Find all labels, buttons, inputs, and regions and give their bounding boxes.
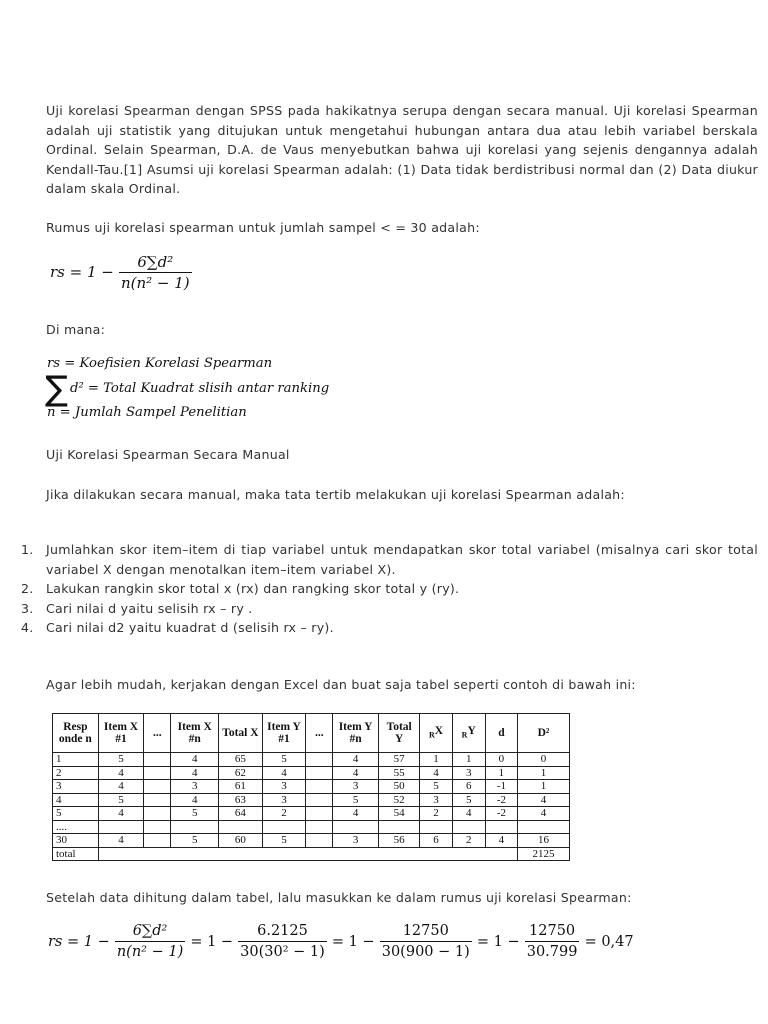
table-cell: 1 (518, 766, 570, 780)
fraction-numerator: 12750 (380, 922, 472, 942)
table-cell: 54 (378, 807, 420, 821)
step-text: Cari nilai d2 yaitu kuadrat d (selisih rx – ry). (46, 620, 334, 635)
table-cell: 5 (333, 793, 379, 807)
table-cell: 4 (333, 766, 379, 780)
formula-fraction (119, 253, 192, 292)
table-cell: 1 (518, 780, 570, 794)
table-cell: 3 (452, 766, 485, 780)
table-cell: 65 (219, 753, 263, 767)
table-cell (306, 807, 333, 821)
fraction-numerator: 6∑d² (115, 922, 185, 942)
table-row (53, 820, 570, 834)
table-cell (485, 820, 517, 834)
step-number: 2. (21, 581, 34, 596)
table-cell: 4 (333, 807, 379, 821)
table-cell: 4 (518, 807, 570, 821)
table-cell: 5 (262, 753, 306, 767)
table-cell (518, 820, 570, 834)
step-number: 4. (21, 620, 34, 635)
formula-intro: Rumus uji korelasi spearman untuk jumlah sampel < = 30 adalah: (46, 220, 480, 235)
table-cell: 2 (420, 807, 452, 821)
formula-lhs: rs = 1 − (50, 263, 114, 281)
col-header-respondent: Resp onde n (53, 714, 99, 753)
table-cell: 2 (53, 766, 99, 780)
fraction-numerator: 12750 (525, 922, 580, 942)
result-final: = 0,47 (584, 934, 634, 950)
table-cell (144, 820, 171, 834)
table-cell: 3 (262, 780, 306, 794)
table-cell: 1 (420, 753, 452, 767)
rank-x-label: X (434, 724, 444, 737)
table-cell: 5 (98, 753, 144, 767)
table-cell (306, 834, 333, 848)
table-cell: 30 (53, 834, 99, 848)
list-item (0, 618, 758, 638)
table-cell (452, 820, 485, 834)
table-cell (144, 766, 171, 780)
rank-subscript: R (461, 730, 468, 740)
table-cell (144, 834, 171, 848)
table-cell: 4 (53, 793, 99, 807)
table-cell: 2 (262, 807, 306, 821)
result-fraction-1 (115, 922, 185, 961)
table-cell: 3 (420, 793, 452, 807)
fraction-denominator: 30(30² − 1) (240, 944, 325, 960)
table-cell (144, 753, 171, 767)
table-cell: 3 (333, 780, 379, 794)
table-cell: 55 (378, 766, 420, 780)
table-cell (378, 820, 420, 834)
table-cell (306, 820, 333, 834)
steps-list (0, 540, 758, 638)
table-cell (262, 820, 306, 834)
table-cell: 5 (262, 834, 306, 848)
result-fraction-4 (525, 922, 580, 961)
data-table (52, 713, 570, 861)
table-row (53, 793, 570, 807)
fraction-denominator: 30.799 (526, 944, 578, 960)
table-cell: 4 (98, 834, 144, 848)
col-header-ellipsis-x: ... (144, 714, 171, 753)
formula-denominator: n(n² − 1) (120, 274, 190, 292)
definition-rs: rs = Koefisien Korelasi Spearman (47, 356, 273, 371)
table-cell: 3 (262, 793, 306, 807)
table-cell: 56 (378, 834, 420, 848)
table-header-row (53, 714, 570, 753)
rank-y-label: Y (467, 724, 476, 737)
dimana-label: Di mana: (46, 322, 106, 337)
col-header-d2: D² (518, 714, 570, 753)
col-header-item-y1: Item Y #1 (262, 714, 306, 753)
table-cell: 3 (171, 780, 219, 794)
table-cell: 3 (53, 780, 99, 794)
table-cell: 4 (333, 753, 379, 767)
total-empty-cell (98, 847, 517, 861)
table-cell: 4 (452, 807, 485, 821)
table-cell: 4 (98, 766, 144, 780)
total-label: total (53, 847, 99, 861)
col-header-total-x: Total X (219, 714, 263, 753)
step-text: Jumlahkan skor item–item di tiap variabel untuk mendapatkan skor total variabel (misalnya cari skor total variabel X dengan menotalkan item–item variabel X). (46, 542, 758, 577)
table-cell (306, 766, 333, 780)
table-row (53, 766, 570, 780)
table-cell: 52 (378, 793, 420, 807)
table-row (53, 753, 570, 767)
table-total-row (53, 847, 570, 861)
table-cell (219, 820, 263, 834)
step-number: 1. (21, 542, 34, 557)
table-cell: 4 (98, 807, 144, 821)
table-cell: 63 (219, 793, 263, 807)
table-row (53, 807, 570, 821)
table-cell: -2 (485, 807, 517, 821)
table-cell (144, 793, 171, 807)
table-cell: 5 (420, 780, 452, 794)
table-row (53, 780, 570, 794)
result-formula (48, 922, 634, 961)
table-cell: .... (53, 820, 99, 834)
steps-intro: Jika dilakukan secara manual, maka tata tertib melakukan uji korelasi Spearman adalah: (46, 487, 625, 502)
table-cell: 1 (452, 753, 485, 767)
excel-intro: Agar lebih mudah, kerjakan dengan Excel dan buat saja tabel seperti contoh di bawah ini: (46, 677, 636, 692)
list-item (0, 540, 758, 579)
table-cell (420, 820, 452, 834)
fraction-denominator: n(n² − 1) (116, 944, 184, 960)
table-cell: 6 (452, 780, 485, 794)
table-cell: 50 (378, 780, 420, 794)
fraction-numerator: 6.2125 (238, 922, 327, 942)
col-header-d: d (485, 714, 517, 753)
table-cell: -1 (485, 780, 517, 794)
table-cell: 61 (219, 780, 263, 794)
result-eq-1: = 1 − (190, 934, 234, 950)
section-title: Uji Korelasi Spearman Secara Manual (46, 447, 290, 462)
col-header-item-yn: Item Y #n (333, 714, 379, 753)
col-header-ellipsis-y: ... (306, 714, 333, 753)
table-cell (98, 820, 144, 834)
col-header-rank-x (420, 714, 452, 753)
table-cell: 4 (485, 834, 517, 848)
table-cell: 0 (518, 753, 570, 767)
table-cell: 5 (452, 793, 485, 807)
table-cell: 4 (98, 780, 144, 794)
table-cell: 4 (262, 766, 306, 780)
formula-numerator: 6∑d² (119, 253, 192, 273)
table-cell: 4 (171, 753, 219, 767)
table-cell: 5 (171, 807, 219, 821)
result-fraction-2 (238, 922, 327, 961)
table-cell: -2 (485, 793, 517, 807)
table-cell (306, 793, 333, 807)
table-cell: 6 (420, 834, 452, 848)
total-value: 2125 (518, 847, 570, 861)
table-cell (306, 780, 333, 794)
table-cell: 4 (171, 793, 219, 807)
table-cell (171, 820, 219, 834)
table-cell: 64 (219, 807, 263, 821)
col-header-item-xn: Item X #n (171, 714, 219, 753)
table-cell: 5 (171, 834, 219, 848)
col-header-rank-y (452, 714, 485, 753)
col-header-total-y: Total Y (378, 714, 420, 753)
result-intro: Setelah data dihitung dalam tabel, lalu masukkan ke dalam rumus uji korelasi Spearman: (46, 890, 632, 905)
table-cell: 60 (219, 834, 263, 848)
table-cell: 3 (333, 834, 379, 848)
table-cell: 4 (518, 793, 570, 807)
table-cell: 5 (53, 807, 99, 821)
step-number: 3. (21, 600, 34, 616)
table-cell: 2 (452, 834, 485, 848)
table-cell (306, 753, 333, 767)
result-lhs: rs = 1 − (48, 934, 110, 950)
step-text: Cari nilai d yaitu selisih rx – ry . (46, 600, 253, 616)
table-cell: 57 (378, 753, 420, 767)
result-fraction-3 (380, 922, 472, 961)
table-cell: 62 (219, 766, 263, 780)
table-row (53, 834, 570, 848)
spearman-formula (50, 253, 192, 292)
fraction-denominator: 30(900 − 1) (381, 944, 470, 960)
result-eq-2: = 1 − (331, 934, 375, 950)
table-cell: 1 (53, 753, 99, 767)
table-cell: 4 (420, 766, 452, 780)
table-cell: 0 (485, 753, 517, 767)
result-eq-3: = 1 − (476, 934, 520, 950)
rank-subscript: R (428, 730, 435, 740)
sigma-symbol: ∑ (45, 369, 68, 409)
table-cell (333, 820, 379, 834)
definition-n: n = Jumlah Sampel Penelitian (47, 405, 247, 420)
list-item (0, 599, 758, 619)
col-header-item-x1: Item X #1 (98, 714, 144, 753)
table-cell (144, 780, 171, 794)
table-cell (144, 807, 171, 821)
table-cell: 1 (485, 766, 517, 780)
definition-d2: d² = Total Kuadrat slisih antar ranking (70, 381, 330, 396)
list-item (0, 579, 758, 599)
step-text: Lakukan rangkin skor total x (rx) dan rangking skor total y (ry). (46, 581, 460, 596)
table-cell: 16 (518, 834, 570, 848)
intro-paragraph: Uji korelasi Spearman dengan SPSS pada hakikatnya serupa dengan secara manual. Uji korelasi Spearman adalah uji statistik yang ditujukan untuk mengetahui hubungan antara dua atau lebih variabel berskala Ordinal. Selain Spearman, D.A. de Vaus menyebutkan bahwa uji korelasi yang sejenis dengannya adalah Kendall-Tau.[1] Asumsi uji korelasi Spearman adalah: (1) Data tidak berdistribusi normal dan (2) Data diukur dalam skala Ordinal. (46, 103, 758, 196)
table-cell: 4 (171, 766, 219, 780)
table-cell: 5 (98, 793, 144, 807)
